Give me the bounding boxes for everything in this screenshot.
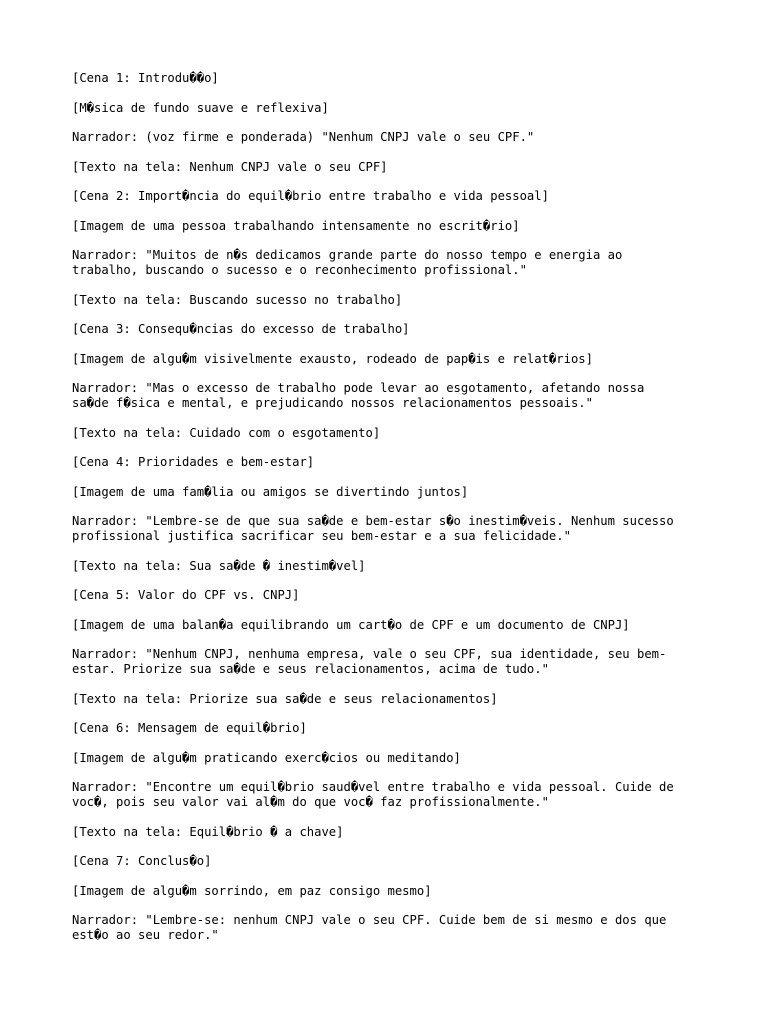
scene-7-heading: [Cena 7: Conclus�o] bbox=[72, 854, 212, 868]
scene-2-narration: Narrador: "Muitos de n�s dedicamos grande parte do nosso tempo e energia ao trabalho, buscando o sucesso e o reconhecimento profissional." bbox=[72, 248, 623, 277]
scene-3-image-direction: [Imagem de algu�m visivelmente exausto, rodeado de pap�is e relat�rios] bbox=[72, 351, 593, 366]
scene-7-narration: Narrador: "Lembre-se: nenhum CNPJ vale o seu CPF. Cuide bem de si mesmo e dos que est�o ao seu redor." bbox=[72, 913, 667, 942]
scene-4-image-direction: [Imagem de uma fam�lia ou amigos se divertindo juntos] bbox=[72, 484, 469, 499]
scene-5-heading: [Cena 5: Valor do CPF vs. CNPJ] bbox=[72, 588, 300, 602]
scene-3-narration: Narrador: "Mas o excesso de trabalho pode levar ao esgotamento, afetando nossa sa�de f�sica e mental, e prejudicando nossos relacionamentos pessoais." bbox=[72, 381, 645, 410]
scene-3-screen-text: [Texto na tela: Cuidado com o esgotamento] bbox=[72, 425, 381, 440]
scene-6-image-direction: [Imagem de algu�m praticando exerc�cios ou meditando] bbox=[72, 750, 461, 765]
scene-4-screen-text: [Texto na tela: Sua sa�de � inestim�vel] bbox=[72, 558, 366, 573]
scene-1-heading: [Cena 1: Introdu��o] bbox=[72, 71, 219, 85]
scene-3-heading: [Cena 3: Consequ�ncias do excesso de trabalho] bbox=[72, 322, 410, 336]
scene-2-image-direction: [Imagem de uma pessoa trabalhando intensamente no escrit�rio] bbox=[72, 218, 520, 233]
scene-2-heading: [Cena 2: Import�ncia do equil�brio entre trabalho e vida pessoal] bbox=[72, 189, 549, 203]
scene-5-narration: Narrador: "Nenhum CNPJ, nenhuma empresa, vale o seu CPF, sua identidade, seu bem- estar. Priorize sua sa�de e seus relacionamentos, acima de tudo." bbox=[72, 647, 667, 676]
scene-1-screen-text: [Texto na tela: Nenhum CNPJ vale o seu CPF] bbox=[72, 159, 388, 174]
scene-4-narration: Narrador: "Lembre-se de que sua sa�de e bem-estar s�o inestim�veis. Nenhum sucesso profissional justifica sacrificar seu bem-estar e a sua felicidade." bbox=[72, 514, 674, 543]
scene-4-heading: [Cena 4: Prioridades e bem-estar] bbox=[72, 455, 315, 469]
scene-7-image-direction: [Imagem de algu�m sorrindo, em paz consigo mesmo] bbox=[72, 883, 432, 898]
scene-1-music-direction: [M�sica de fundo suave e reflexiva] bbox=[72, 100, 329, 115]
scene-6-narration: Narrador: "Encontre um equil�brio saud�vel entre trabalho e vida pessoal. Cuide de voc�, pois seu valor vai al�m do que voc� faz profissionalmente." bbox=[72, 780, 674, 809]
scene-5-image-direction: [Imagem de uma balan�a equilibrando um cart�o de CPF e um documento de CNPJ] bbox=[72, 617, 630, 632]
document-page bbox=[72, 71, 712, 958]
scene-5-screen-text: [Texto na tela: Priorize sua sa�de e seus relacionamentos] bbox=[72, 691, 498, 706]
scene-2-screen-text: [Texto na tela: Buscando sucesso no trabalho] bbox=[72, 292, 403, 307]
scene-6-heading: [Cena 6: Mensagem de equil�brio] bbox=[72, 721, 307, 735]
scene-6-screen-text: [Texto na tela: Equil�brio � a chave] bbox=[72, 824, 344, 839]
scene-1-narration: Narrador: (voz firme e ponderada) "Nenhum CNPJ vale o seu CPF." bbox=[72, 130, 535, 144]
